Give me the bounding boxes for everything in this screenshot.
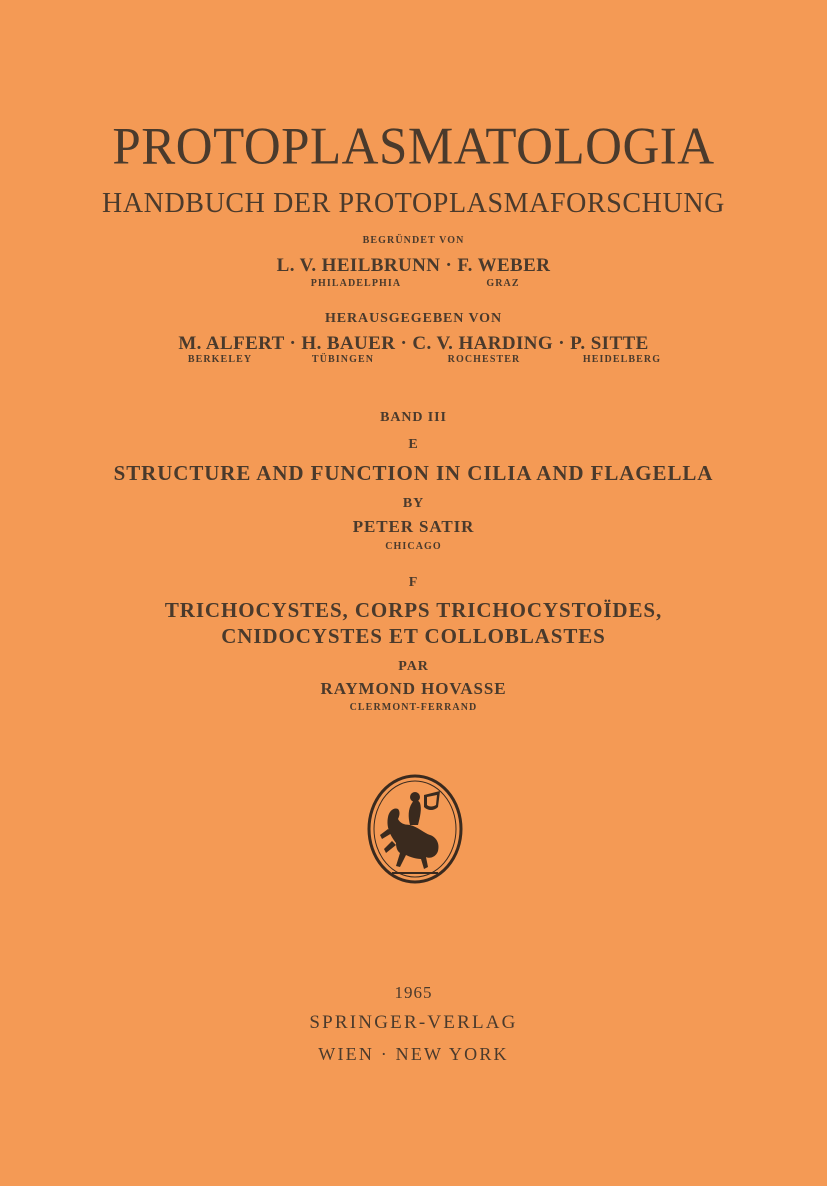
founders-label: BEGRÜNDET VON bbox=[362, 235, 465, 246]
springer-knight-logo-icon bbox=[366, 773, 464, 885]
founder-city-philadelphia: PHILADELPHIA bbox=[310, 278, 402, 289]
part-f-title-line1: TRICHOCYSTES, CORPS TRICHOCYSTOÏDES, bbox=[164, 598, 663, 622]
part-f-author: RAYMOND HOVASSE bbox=[320, 679, 507, 698]
series-subtitle: HANDBUCH DER PROTOPLASMAFORSCHUNG bbox=[102, 188, 725, 219]
founders-cities bbox=[0, 279, 827, 291]
founder-city-graz: GRAZ bbox=[486, 278, 520, 289]
editors-names: M. ALFERT · H. BAUER · C. V. HARDING · P. SITTE bbox=[178, 333, 649, 354]
part-f-city: CLERMONT-FERRAND bbox=[349, 702, 478, 713]
editors-label: HERAUSGEGEBEN VON bbox=[325, 311, 502, 326]
founders-names: L. V. HEILBRUNN · F. WEBER bbox=[276, 255, 551, 276]
part-f-by: PAR bbox=[398, 659, 429, 674]
editor-city-tuebingen: TÜBINGEN bbox=[311, 354, 375, 365]
editor-city-rochester: ROCHESTER bbox=[447, 354, 521, 365]
publisher-location: WIEN · NEW YORK bbox=[318, 1044, 509, 1064]
editor-city-heidelberg: HEIDELBERG bbox=[582, 354, 662, 365]
part-e-by: BY bbox=[402, 496, 425, 511]
publisher-name: SPRINGER-VERLAG bbox=[309, 1012, 518, 1033]
series-title: PROTOPLASMATOLOGIA bbox=[112, 117, 715, 177]
editor-city-berkeley: BERKELEY bbox=[187, 354, 253, 365]
part-e-city: CHICAGO bbox=[385, 541, 442, 552]
volume-band: BAND III bbox=[380, 410, 447, 425]
part-e-title: STRUCTURE AND FUNCTION IN CILIA AND FLAGELLA bbox=[113, 461, 714, 485]
part-e-letter: E bbox=[408, 437, 419, 452]
publication-year: 1965 bbox=[394, 983, 433, 1002]
part-e-author: PETER SATIR bbox=[352, 517, 475, 536]
part-f-letter: F bbox=[408, 575, 419, 590]
editors-cities bbox=[0, 355, 827, 369]
part-f-title-line2: CNIDOCYSTES ET COLLOBLASTES bbox=[221, 624, 606, 648]
